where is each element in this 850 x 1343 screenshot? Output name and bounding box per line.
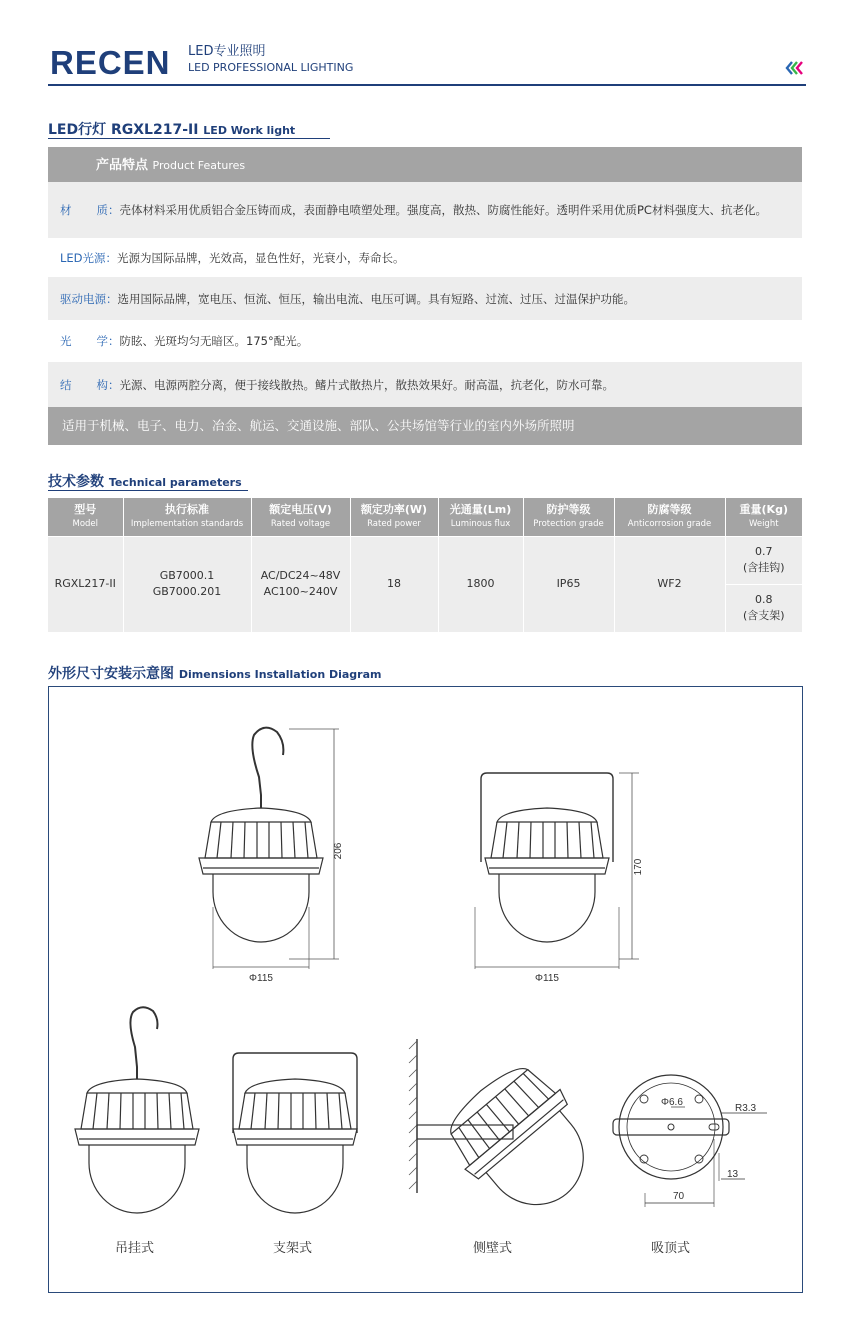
cell-power: 18	[350, 536, 438, 632]
features-application: 适用于机械、电子、电力、冶金、航运、交通设施、部队、公共场馆等行业的室内外场所照明	[48, 407, 802, 445]
caption-hanging: 吊挂式	[115, 1241, 155, 1256]
cell-voltage: AC/DC24~48V AC100~240V	[251, 536, 350, 632]
features-header	[48, 147, 802, 182]
tagline-en: LED PROFESSIONAL LIGHTING	[188, 61, 354, 74]
params-title-cn: 技术参数	[48, 474, 104, 490]
params-title	[48, 471, 242, 491]
dimension-drawings	[49, 687, 802, 1292]
cell-model: RGXL217-II	[48, 536, 123, 632]
feature-row-driver: 驱动电源 ： 选用国际品牌，宽电压、恒流、恒压，输出电流、电压可调。具有短路、过流、过压、过温保护功能。	[48, 277, 802, 320]
cell-flux: 1800	[438, 536, 523, 632]
hanging-mount-diagram	[75, 1007, 199, 1213]
diagram-title	[48, 663, 381, 683]
dim-label: R3.3	[735, 1103, 757, 1114]
dim-label: Φ6.6	[661, 1097, 683, 1108]
dim-label: Φ115	[249, 973, 273, 984]
feature-label: 光 学	[60, 334, 108, 348]
dim-label: Φ115	[535, 973, 559, 984]
feature-row-led: LED光源 ： 光源为国际品牌，光效高，显色性好，光衰小，寿命长。	[48, 238, 802, 277]
title-underline	[48, 138, 330, 139]
cell-anticorrosion: WF2	[614, 536, 725, 632]
product-title-en: LED Work light	[203, 124, 296, 137]
tagline-cn: LED专业照明	[188, 44, 266, 59]
diagram-title-en: Dimensions Installation Diagram	[178, 668, 382, 681]
cell-weight: 0.8 (含支架)	[725, 584, 802, 632]
col-header: 型号 Model	[48, 498, 123, 536]
feature-row-optics: 光 学 ： 防眩、光斑均匀无暗区。175°配光。	[48, 320, 802, 362]
title-underline	[48, 490, 248, 491]
caption-ceiling: 吸顶式	[651, 1241, 691, 1256]
product-title	[48, 119, 295, 139]
caption-wall: 侧壁式	[473, 1241, 513, 1256]
feature-label: LED光源	[60, 250, 106, 265]
dim-label: 206	[333, 842, 344, 860]
features-header-en: Product Features	[152, 159, 246, 172]
page-header	[48, 42, 806, 86]
col-header: 防腐等级 Anticorrosion grade	[614, 498, 725, 536]
feature-text: 壳体材料采用优质铝合金压铸而成，表面静电喷塑处理。强度高，散热、防腐性能好。透明件采用优质PC材料强度大、抗老化。	[119, 203, 767, 217]
brand-logo: RECEN	[50, 44, 171, 81]
col-header: 额定电压(V) Rated voltage	[251, 498, 350, 536]
col-header: 额定功率(W) Rated power	[350, 498, 438, 536]
diagram-frame	[48, 686, 803, 1293]
col-header: 光通量(Lm) Luminous flux	[438, 498, 523, 536]
params-header-row	[48, 498, 802, 536]
col-header: 执行标准 Implementation standards	[123, 498, 251, 536]
params-table	[48, 498, 802, 632]
feature-row-material: 材 质 ： 壳体材料采用优质铝合金压铸而成，表面静电喷塑处理。强度高，散热、防腐性能好。透明件采用优质PC材料强度大、抗老化。	[48, 182, 802, 238]
ceiling-mount-diagram	[613, 1075, 767, 1207]
diagram-title-cn: 外形尺寸安装示意图	[48, 666, 174, 682]
feature-text: 光源、电源两腔分离，便于接线散热。鳍片式散热片，散热效果好。耐高温，抗老化，防水可靠。	[119, 377, 614, 392]
cell-weight: 0.7 (含挂钩)	[725, 536, 802, 584]
feature-row-structure: 结 构 ： 光源、电源两腔分离，便于接线散热。鳍片式散热片，散热效果好。耐高温，抗老化，防水可靠。	[48, 362, 802, 407]
wall-mount-diagram	[409, 1039, 614, 1234]
cell-protection: IP65	[523, 536, 614, 632]
feature-text: 光源为国际品牌，光效高，显色性好，光衰小，寿命长。	[117, 250, 405, 265]
features-panel	[48, 147, 802, 445]
dim-label: 70	[673, 1191, 685, 1202]
double-chevron-left-icon[interactable]	[784, 58, 804, 78]
feature-label: 驱动电源	[60, 291, 106, 306]
col-header: 防护等级 Protection grade	[523, 498, 614, 536]
brand-tagline	[188, 44, 353, 76]
dim-label: 13	[727, 1169, 739, 1180]
caption-bracket: 支架式	[273, 1241, 313, 1256]
feature-text: 防眩、光斑均匀无暗区。175°配光。	[119, 334, 309, 348]
bracket-lamp-diagram	[475, 773, 639, 969]
params-title-en: Technical parameters	[108, 476, 242, 489]
feature-text: 选用国际品牌，宽电压、恒流、恒压，输出电流、电压可调。具有短路、过流、过压、过温保护功能。	[117, 291, 635, 306]
table-row	[48, 536, 802, 584]
hanging-lamp-diagram	[199, 728, 339, 969]
cell-standards: GB7000.1 GB7000.201	[123, 536, 251, 632]
product-title-cn: LED行灯 RGXL217-II	[48, 122, 199, 138]
feature-label: 材 质	[60, 203, 108, 217]
feature-label: 结 构	[60, 377, 108, 392]
bracket-mount-diagram	[233, 1053, 357, 1213]
dim-label: 170	[633, 858, 644, 876]
features-header-cn: 产品特点	[96, 158, 149, 173]
col-header: 重量(Kg) Weight	[725, 498, 802, 536]
